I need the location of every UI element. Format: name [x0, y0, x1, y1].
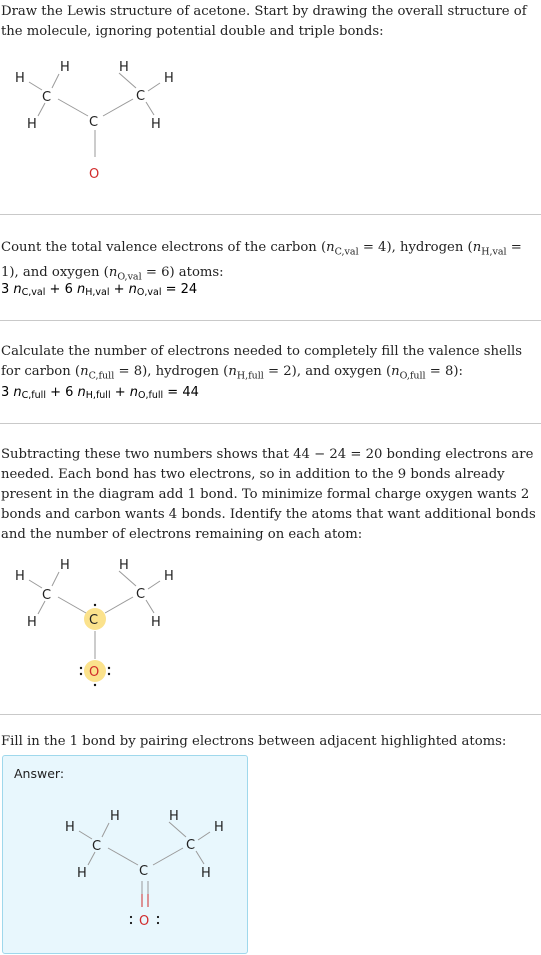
section-divider	[0, 320, 541, 321]
atom-H: H	[60, 60, 70, 75]
atom-O: O	[89, 665, 100, 680]
atom-H: H	[201, 866, 211, 881]
atom-H: H	[77, 866, 87, 881]
atom-O: O	[139, 914, 150, 929]
atom-C: C	[139, 864, 149, 879]
atom-C: C	[92, 839, 102, 854]
atom-C: C	[42, 588, 52, 603]
highlighted-structure-diagram	[0, 550, 200, 700]
full-shell-formula: 3 $n_{C,full} + 6$ $n_{H,full} + n_{O,full} = 44$	[1, 385, 199, 401]
answer-label: Answer:	[14, 766, 65, 781]
bonding-analysis-text: Subtracting these two numbers shows that 44 − 24 = 20 bonding electrons are needed. Each bond has two electrons, so in addition to the 9 bonds already present in the diagram add 1 bond. To minimize formal charge oxygen wants 2 bonds and carbon wants 4 bonds. Identify the atoms that want additional bonds and the number of electrons remaining on each atom:	[1, 447, 536, 542]
valence-formula: 3 $n_{C,val} + 6$ $n_{H,val} + n_{O,val} = 24$	[1, 282, 198, 298]
atom-H: H	[164, 71, 174, 86]
atom-H: H	[65, 820, 75, 835]
section-divider	[0, 214, 541, 215]
atom-H: H	[27, 615, 37, 630]
atom-H: H	[164, 569, 174, 584]
atom-H: H	[151, 615, 161, 630]
atom-H: H	[110, 809, 120, 824]
section-divider	[0, 714, 541, 715]
atom-H: H	[214, 820, 224, 835]
atom-C: C	[136, 587, 146, 602]
atom-C: C	[89, 115, 99, 130]
final-lewis-structure-diagram	[50, 801, 230, 936]
answer-box	[2, 755, 248, 954]
atom-H: H	[27, 117, 37, 132]
atom-H: H	[15, 71, 25, 86]
atom-C: C	[186, 838, 196, 853]
atom-C: C	[136, 89, 146, 104]
atom-C: C	[89, 613, 99, 628]
section-divider	[0, 423, 541, 424]
fill-bond-text: Fill in the 1 bond by pairing electrons between adjacent highlighted atoms:	[1, 734, 507, 749]
intro-text: Draw the Lewis structure of acetone. Start by drawing the overall structure of the molecule, ignoring potential double and triple bonds:	[1, 4, 527, 39]
atom-H: H	[15, 569, 25, 584]
atom-O: O	[89, 167, 100, 182]
atom-H: H	[169, 809, 179, 824]
atom-H: H	[119, 60, 129, 75]
full-shell-text: Calculate the number of electrons needed to completely fill the valence shells for carbon $(n_{C,full} = 8)$, hydrogen $(n_{H,full} = 2)$, and oxygen $(n_{O,full} = 8)$:	[1, 344, 523, 382]
atom-H: H	[151, 117, 161, 132]
atom-H: H	[119, 558, 129, 573]
valence-count-text: Count the total valence electrons of the carbon $(n_{C,val} = 4)$, hydrogen $(n_{H,val} = 1)$, and oxygen $(n_{O,val} = 6)$ atoms:	[1, 240, 522, 283]
skeleton-structure-diagram	[0, 52, 200, 192]
atom-C: C	[42, 90, 52, 105]
double-bond	[142, 881, 148, 894]
atom-H: H	[60, 558, 70, 573]
